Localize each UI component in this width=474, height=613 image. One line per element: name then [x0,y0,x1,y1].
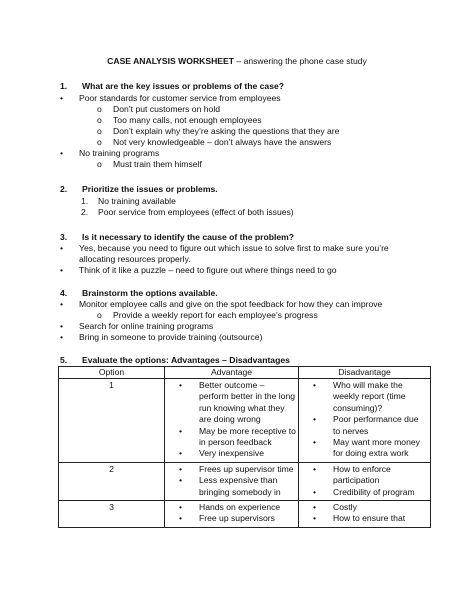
section-number: 1. [60,81,68,91]
bullet-marker: • [179,425,183,436]
cell-item-text: Credibility of program [333,486,415,497]
list-item [60,332,263,343]
section-number: 4. [60,288,68,298]
bullet-marker: • [179,380,183,390]
cell-list-item [165,513,296,524]
sub-list-item [97,310,318,321]
sub-marker: o [97,126,102,136]
cell-item-text: Less expensive than bringing somebody in [199,475,281,497]
options-table [58,366,431,528]
section-heading-text: Is it necessary to identify the cause of the problem? [82,232,295,242]
table-header-row [59,367,431,379]
list-item-text: Don’t explain why they’re asking the questions that they are [113,126,340,136]
cell-list-item [165,464,296,475]
bullet-marker: • [60,321,64,331]
bullet-marker: • [313,486,317,497]
col-header-advantage: Advantage [165,367,299,379]
bullet-marker: • [179,475,183,486]
bullet-marker: • [313,502,317,513]
cell-list-item [299,437,428,460]
cell-item-text: Poor performance due to nerves [333,414,419,436]
item-number: 1. [81,196,89,206]
disadvantage-cell [299,501,431,528]
table-row [59,462,431,500]
list-item-continuation: allocating resources properly. [79,254,191,264]
bullet-marker: • [179,448,183,459]
cell-item-text: How to enforce participation [333,463,391,486]
list-item [60,265,337,276]
list-item-text: Yes, because you need to figure out which issue to solve first to make sure you’re [79,243,389,253]
cell-item-text: Who will make the weekly report (time consuming)? [333,380,406,413]
bullet-marker: • [60,148,64,158]
list-item-text: Must train them himself [113,159,202,169]
sub-marker: o [97,104,102,114]
item-number: 2. [81,207,89,217]
table-row [59,501,431,528]
section-heading-text: Brainstorm the options available. [82,288,218,298]
cell-list-item [165,502,296,513]
option-cell: 2 [59,462,165,500]
cell-list-item [299,502,428,513]
list-item [60,93,281,104]
col-header-option: Option [59,367,165,379]
advantage-cell [165,379,299,463]
bullet-marker: • [179,502,183,513]
list-item-text: No training available [98,196,176,206]
cell-item-text: How to ensure that [333,513,406,524]
bullet-marker: • [313,437,317,448]
section-4-heading [60,288,218,299]
sub-marker: o [97,137,102,147]
section-2-heading [60,184,218,195]
cell-item-text: Frees up supervisor time [199,463,294,474]
section-heading-text: Evaluate the options: Advantages – Disadvantages [82,355,290,365]
sub-list-item [97,115,262,126]
col-header-disadvantage: Disadvantage [299,367,431,379]
list-item [60,299,383,310]
cell-list-item [299,414,428,437]
option-cell: 3 [59,501,165,528]
list-item-text: Bring in someone to provide training (outsource) [79,332,263,342]
numbered-item [81,207,294,218]
bullet-marker: • [60,93,64,103]
title-bold: CASE ANALYSIS WORKSHEET [107,56,235,66]
sub-marker: o [97,310,102,320]
sub-list-item [97,159,202,170]
bullet-marker: • [313,380,317,390]
sub-marker: o [97,115,102,125]
sub-list-item [97,126,340,137]
advantage-cell [165,501,299,528]
cell-item-text: Hands on experience [199,502,281,513]
sub-marker: o [97,159,102,169]
section-1-heading [60,81,284,92]
bullet-marker: • [313,513,317,524]
list-item-text: Think of it like a puzzle – need to figure out where things need to go [79,265,337,275]
sub-list-item [97,104,221,115]
cell-list-item [299,380,428,414]
bullet-marker: • [60,332,64,342]
section-5-heading [60,355,290,366]
list-item [60,243,389,254]
list-item-text: Search for online training programs [79,321,214,331]
list-item-text: Too many calls, not enough employees [113,115,262,125]
cell-item-text: May be more receptive to in person feedback [199,425,296,448]
cell-list-item [165,448,296,459]
option-cell: 1 [59,379,165,463]
cell-item-text: Free up supervisors [199,513,275,524]
disadvantage-cell [299,379,431,463]
bullet-marker: • [313,414,317,425]
cell-list-item [299,513,428,524]
cell-item-text: May want more money for doing extra work [333,437,420,459]
advantage-cell [165,462,299,500]
section-heading-text: Prioritize the issues or problems. [82,184,218,194]
list-item-text: Don’t put customers on hold [113,104,221,114]
numbered-item [81,196,176,207]
bullet-marker: • [60,299,64,309]
list-item-text: Poor standards for customer service from employees [79,93,281,103]
cell-list-item [165,426,296,449]
cell-list-item [165,475,296,498]
list-item-text: Not very knowledgeable – don’t always have the answers [113,137,332,147]
section-3-heading [60,232,294,243]
sub-list-item [97,137,332,148]
cell-item-text: Costly [333,502,357,513]
list-item [60,321,214,332]
bullet-marker: • [313,463,317,474]
cell-list-item [299,464,428,487]
section-number: 3. [60,232,68,242]
page-title [0,56,474,67]
list-item-text: Poor service from employees (effect of both issues) [98,207,294,217]
bullet-marker: • [60,243,64,253]
list-item [60,148,160,159]
cell-list-item [299,487,428,498]
title-rest: – answering the phone case study [234,56,367,66]
disadvantage-cell [299,462,431,500]
section-number: 5. [60,355,68,365]
cell-item-text: Very inexpensive [199,448,264,459]
list-item-text: Monitor employee calls and give on the spot feedback for how they can improve [79,299,383,309]
bullet-marker: • [179,463,183,474]
section-number: 2. [60,184,68,194]
section-heading-text: What are the key issues or problems of the case? [82,81,285,91]
bullet-marker: • [179,513,183,524]
cell-list-item [165,380,296,426]
bullet-marker: • [60,265,64,275]
list-item-text: No training programs [79,148,160,158]
list-item-text: Provide a weekly report for each employee’s progress [113,310,318,320]
table-row [59,379,431,463]
cell-item-text: Better outcome – perform better in the long run knowing what they are doing wrong [199,380,296,425]
